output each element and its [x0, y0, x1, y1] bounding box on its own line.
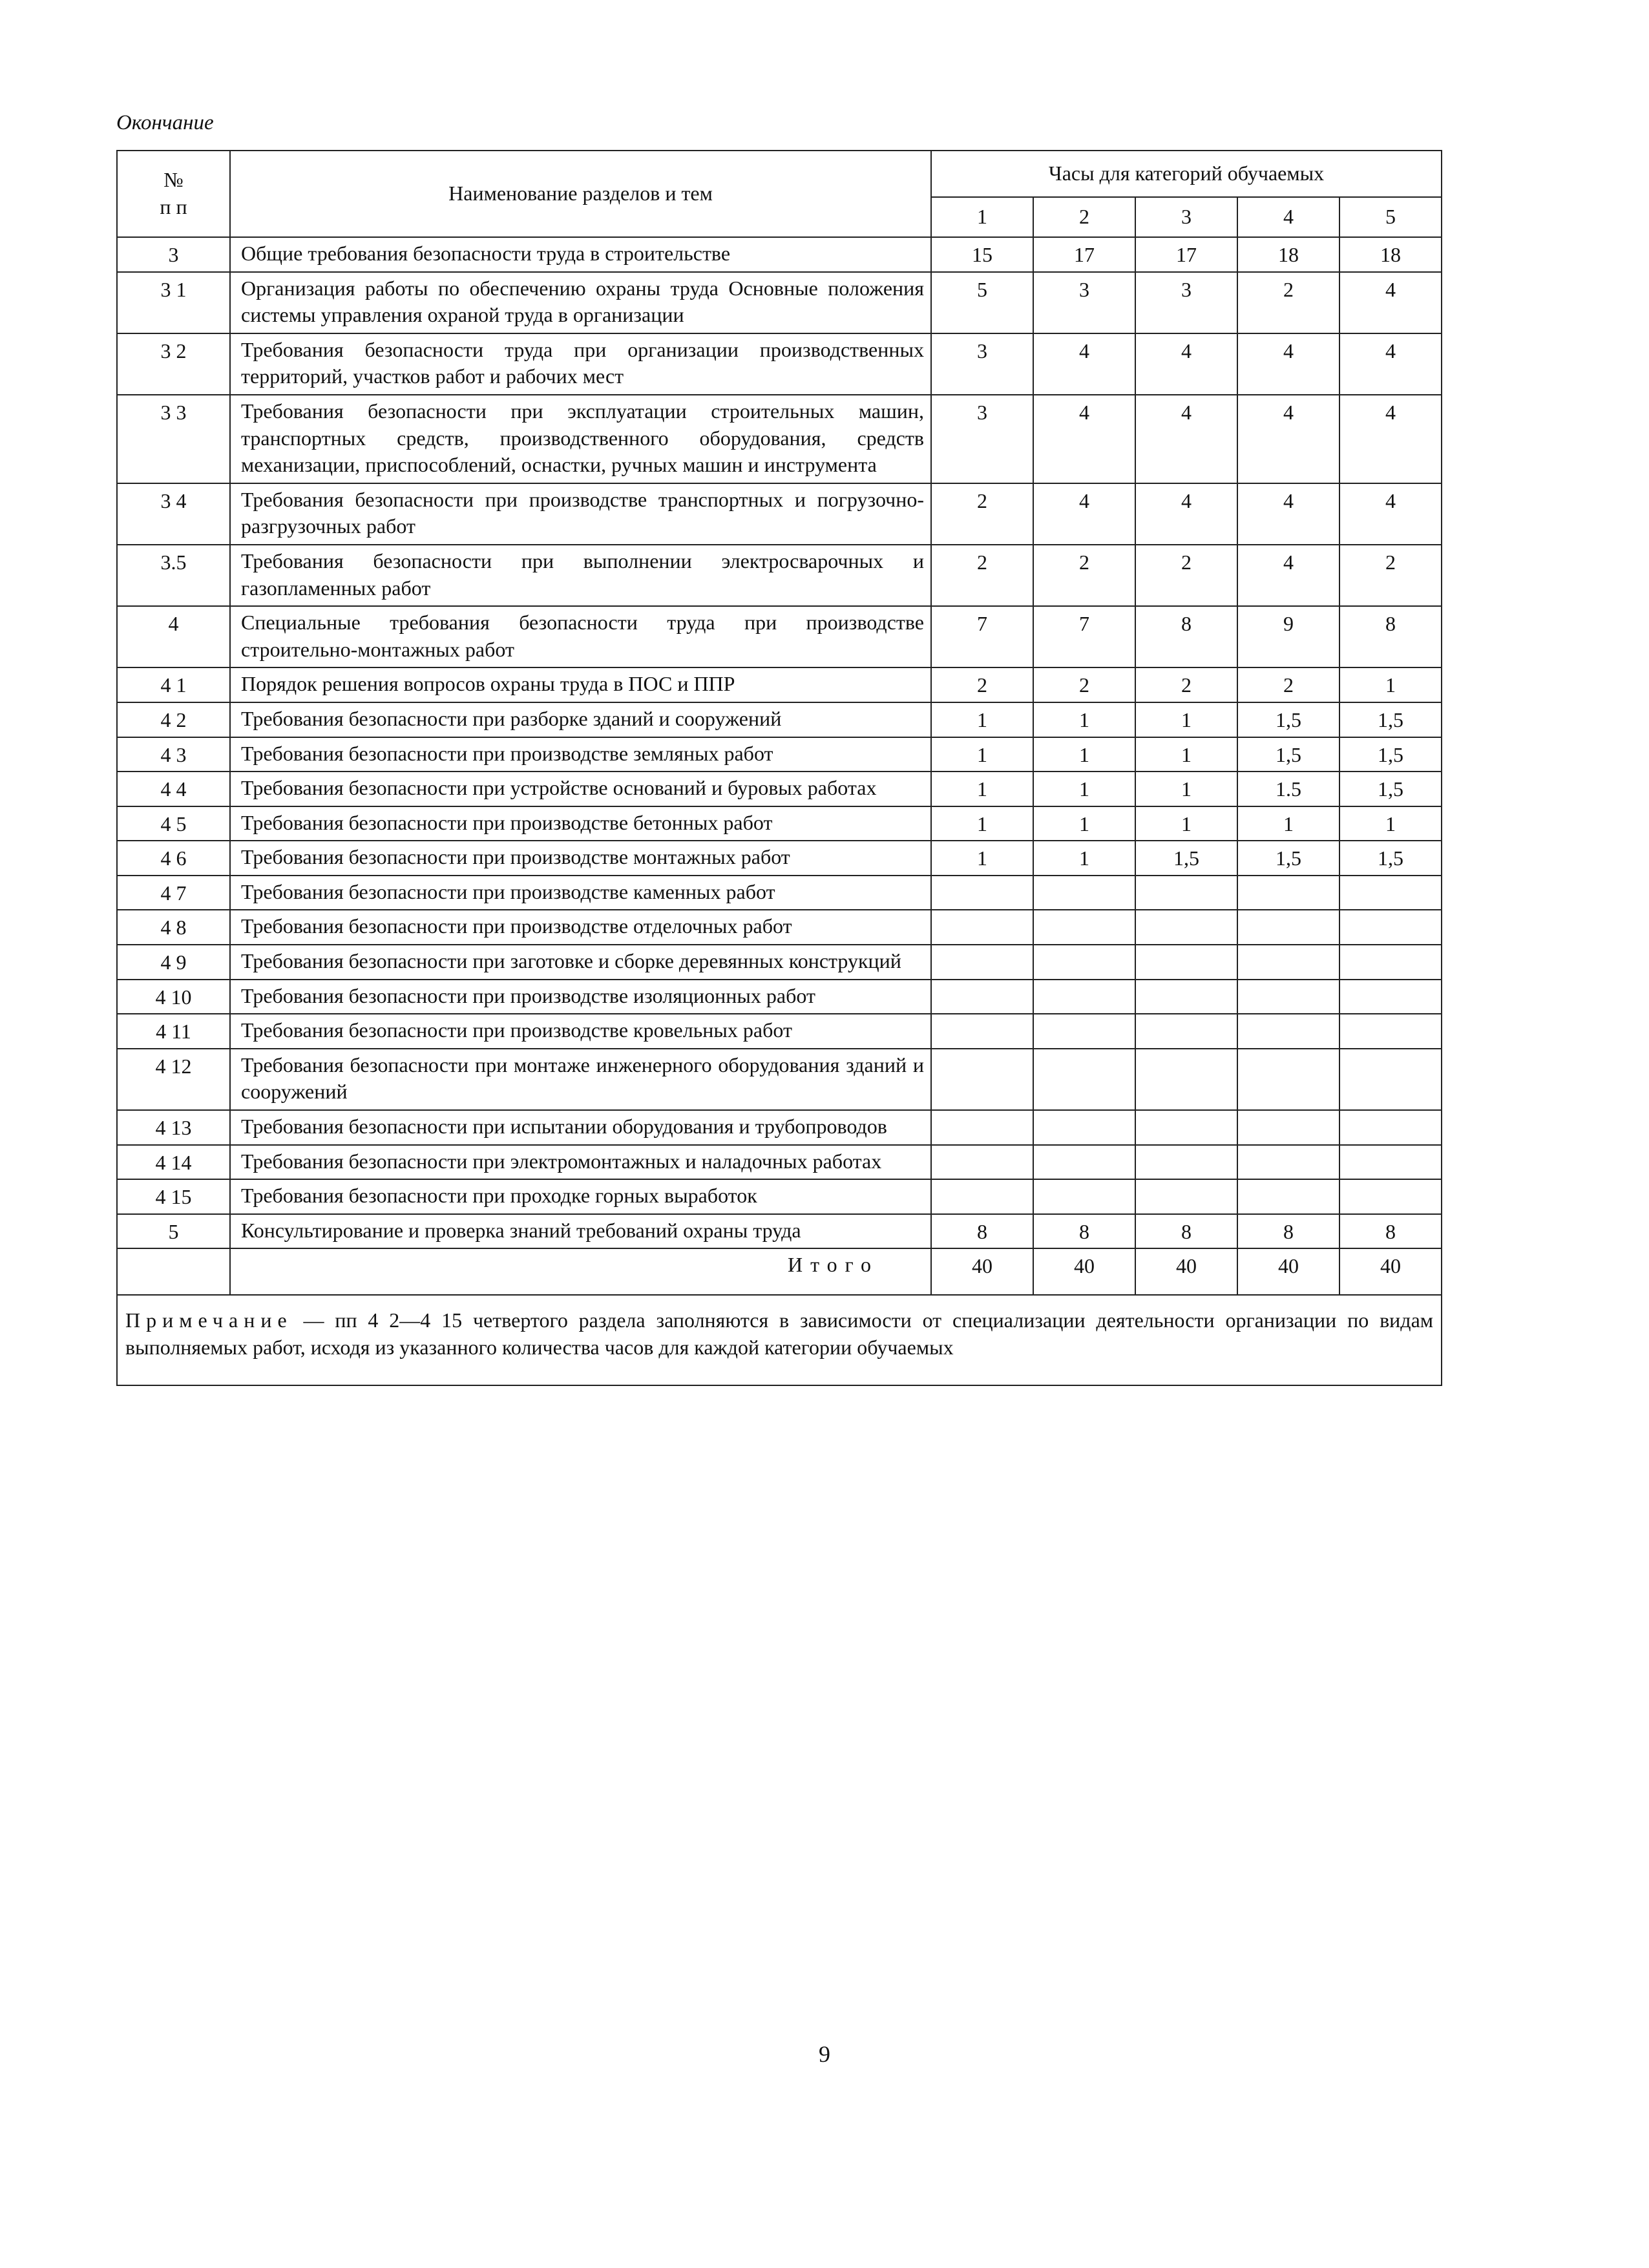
row-hours-value — [931, 876, 1033, 910]
row-hours-value: 4 — [1237, 545, 1339, 606]
total-value: 40 — [1237, 1248, 1339, 1295]
row-hours-value — [1033, 910, 1135, 945]
header-number-abbr: п п — [160, 195, 187, 218]
row-hours-value — [1033, 1110, 1135, 1145]
row-hours-value: 7 — [1033, 606, 1135, 667]
row-hours-value — [1033, 1014, 1135, 1049]
row-hours-value: 18 — [1237, 237, 1339, 272]
table-row — [117, 1214, 1442, 1249]
page-number: 9 — [819, 2041, 830, 2067]
row-section-name: Порядок решения вопросов охраны труда в ПОС и ППР — [230, 667, 931, 702]
row-section-name: Требования безопасности при заготовке и сборке деревянных конструкций — [230, 945, 931, 980]
row-number: 4 10 — [117, 980, 230, 1014]
note-cell — [117, 1295, 1442, 1385]
row-hours-value — [931, 1014, 1033, 1049]
row-hours-value — [1237, 1014, 1339, 1049]
row-number: 4 — [117, 606, 230, 667]
table-row — [117, 1145, 1442, 1180]
row-hours-value — [931, 1049, 1033, 1110]
header-section-name: Наименование разделов и тем — [230, 151, 931, 237]
row-hours-value: 1 — [1033, 806, 1135, 841]
row-hours-value — [1339, 1049, 1442, 1110]
table-row — [117, 237, 1442, 272]
row-hours-value — [1339, 980, 1442, 1014]
row-hours-value: 17 — [1135, 237, 1237, 272]
row-hours-value — [1339, 1110, 1442, 1145]
row-section-name: Консультирование и проверка знаний требований охраны труда — [230, 1214, 931, 1249]
header-row — [117, 151, 1442, 197]
row-number: 4 12 — [117, 1049, 230, 1110]
row-hours-value — [1135, 1110, 1237, 1145]
table-row — [117, 980, 1442, 1014]
note-text: — пп 4 2—4 15 четвертого раздела заполняются в зависимости от специализации деятельности организации по видам выполняемых работ, исходя из указанного количества часов для каждой категории обучаемых — [125, 1308, 1434, 1359]
row-section-name: Требования безопасности при производстве отделочных работ — [230, 910, 931, 945]
row-hours-value: 4 — [1339, 272, 1442, 333]
row-hours-value: 2 — [1339, 545, 1442, 606]
row-hours-value: 1 — [931, 841, 1033, 876]
row-hours-value — [1135, 1179, 1237, 1214]
row-hours-value: 8 — [1033, 1214, 1135, 1249]
row-hours-value: 8 — [1237, 1214, 1339, 1249]
row-number: 4 6 — [117, 841, 230, 876]
row-hours-value — [1237, 1145, 1339, 1180]
row-hours-value: 1 — [1135, 806, 1237, 841]
row-number: 3 1 — [117, 272, 230, 333]
row-hours-value — [1237, 1110, 1339, 1145]
row-hours-value: 8 — [1135, 1214, 1237, 1249]
row-hours-value: 1,5 — [1339, 772, 1442, 806]
row-hours-value: 2 — [931, 483, 1033, 545]
table-row — [117, 945, 1442, 980]
total-value: 40 — [1033, 1248, 1135, 1295]
row-hours-value: 4 — [1339, 483, 1442, 545]
row-hours-value: 2 — [1033, 667, 1135, 702]
row-section-name: Требования безопасности при производстве кровельных работ — [230, 1014, 931, 1049]
row-hours-value: 2 — [931, 545, 1033, 606]
table-row — [117, 841, 1442, 876]
note-label: Примечание — [125, 1308, 293, 1332]
table-row — [117, 737, 1442, 772]
row-section-name: Требования безопасности при производстве земляных работ — [230, 737, 931, 772]
header-category: 5 — [1339, 197, 1442, 237]
row-hours-value — [1135, 876, 1237, 910]
row-hours-value — [1339, 876, 1442, 910]
row-hours-value: 1,5 — [1237, 841, 1339, 876]
row-hours-value: 1 — [1033, 702, 1135, 737]
row-hours-value: 3 — [931, 333, 1033, 395]
row-hours-value: 1 — [1033, 737, 1135, 772]
table-row — [117, 395, 1442, 483]
table-continuation-caption: Окончание — [116, 111, 214, 134]
row-section-name: Специальные требования безопасности труда при производстве строительно-монтажных работ — [230, 606, 931, 667]
row-hours-value: 1 — [1033, 772, 1135, 806]
row-hours-value — [1033, 1179, 1135, 1214]
total-value: 40 — [1135, 1248, 1237, 1295]
row-section-name: Требования безопасности при производстве изоляционных работ — [230, 980, 931, 1014]
row-number: 4 3 — [117, 737, 230, 772]
header-category: 1 — [931, 197, 1033, 237]
row-hours-value: 1,5 — [1237, 737, 1339, 772]
row-hours-value: 1 — [1135, 702, 1237, 737]
row-hours-value: 4 — [1237, 333, 1339, 395]
row-hours-value: 1 — [1135, 772, 1237, 806]
table-row — [117, 333, 1442, 395]
total-value: 40 — [931, 1248, 1033, 1295]
row-section-name: Организация работы по обеспечению охраны труда Основные положения системы управления охраной труда в организации — [230, 272, 931, 333]
row-number: 3.5 — [117, 545, 230, 606]
row-hours-value: 8 — [1339, 1214, 1442, 1249]
row-hours-value — [1033, 980, 1135, 1014]
row-hours-value: 18 — [1339, 237, 1442, 272]
row-section-name: Требования безопасности при эксплуатации строительных машин, транспортных средств, производственного оборудования, средств механизации, приспособлений, оснастки, ручных машин и инструмента — [230, 395, 931, 483]
row-number: 4 2 — [117, 702, 230, 737]
row-hours-value — [1237, 980, 1339, 1014]
row-hours-value: 15 — [931, 237, 1033, 272]
row-hours-value: 1,5 — [1339, 737, 1442, 772]
table-row — [117, 806, 1442, 841]
row-hours-value — [1135, 980, 1237, 1014]
row-hours-value — [1339, 1145, 1442, 1180]
row-number: 3 2 — [117, 333, 230, 395]
training-hours-table — [116, 150, 1442, 1386]
row-hours-value: 1 — [931, 702, 1033, 737]
table-row — [117, 483, 1442, 545]
row-number: 4 14 — [117, 1145, 230, 1180]
table-row — [117, 667, 1442, 702]
row-hours-value — [1135, 910, 1237, 945]
row-hours-value — [1339, 910, 1442, 945]
total-row — [117, 1248, 1442, 1295]
row-section-name: Требования безопасности труда при организации производственных территорий, участков работ и рабочих мест — [230, 333, 931, 395]
header-number — [117, 151, 230, 237]
row-hours-value: 2 — [1135, 667, 1237, 702]
row-hours-value: 4 — [1339, 333, 1442, 395]
row-number: 4 8 — [117, 910, 230, 945]
row-number: 3 3 — [117, 395, 230, 483]
row-number: 4 11 — [117, 1014, 230, 1049]
row-hours-value: 1.5 — [1237, 772, 1339, 806]
row-section-name: Требования безопасности при производстве бетонных работ — [230, 806, 931, 841]
row-hours-value: 1 — [1033, 841, 1135, 876]
row-hours-value: 17 — [1033, 237, 1135, 272]
row-hours-value — [1237, 945, 1339, 980]
row-hours-value: 4 — [1135, 395, 1237, 483]
row-hours-value: 4 — [1033, 333, 1135, 395]
header-category: 3 — [1135, 197, 1237, 237]
row-hours-value: 4 — [1237, 395, 1339, 483]
row-hours-value: 2 — [1135, 545, 1237, 606]
row-hours-value — [1033, 876, 1135, 910]
row-hours-value: 8 — [1339, 606, 1442, 667]
row-section-name: Требования безопасности при производстве каменных работ — [230, 876, 931, 910]
row-hours-value: 1,5 — [1339, 702, 1442, 737]
row-hours-value: 1,5 — [1237, 702, 1339, 737]
total-value: 40 — [1339, 1248, 1442, 1295]
row-number: 4 7 — [117, 876, 230, 910]
row-hours-value: 4 — [1237, 483, 1339, 545]
row-section-name: Требования безопасности при выполнении электросварочных и газопламенных работ — [230, 545, 931, 606]
row-hours-value: 1 — [1135, 737, 1237, 772]
row-number: 4 15 — [117, 1179, 230, 1214]
row-hours-value: 2 — [1033, 545, 1135, 606]
row-hours-value: 3 — [931, 395, 1033, 483]
row-hours-value: 4 — [1339, 395, 1442, 483]
table-row — [117, 1110, 1442, 1145]
row-number: 4 4 — [117, 772, 230, 806]
row-hours-value: 1 — [1237, 806, 1339, 841]
row-number: 4 1 — [117, 667, 230, 702]
row-number: 4 5 — [117, 806, 230, 841]
row-section-name: Общие требования безопасности труда в строительстве — [230, 237, 931, 272]
row-section-name: Требования безопасности при проходке горных выработок — [230, 1179, 931, 1214]
row-number: 5 — [117, 1214, 230, 1249]
table-row — [117, 545, 1442, 606]
row-hours-value: 2 — [931, 667, 1033, 702]
row-hours-value — [1237, 1179, 1339, 1214]
row-hours-value: 8 — [1135, 606, 1237, 667]
row-hours-value: 1 — [931, 737, 1033, 772]
row-number: 3 4 — [117, 483, 230, 545]
row-hours-value — [1135, 1014, 1237, 1049]
row-hours-value — [1033, 945, 1135, 980]
table-row — [117, 272, 1442, 333]
note-row — [117, 1295, 1442, 1385]
row-hours-value: 4 — [1135, 483, 1237, 545]
row-hours-value: 3 — [1033, 272, 1135, 333]
row-hours-value — [1033, 1145, 1135, 1180]
row-section-name: Требования безопасности при испытании оборудования и трубопроводов — [230, 1110, 931, 1145]
row-hours-value — [931, 1110, 1033, 1145]
header-number-symbol: № — [163, 168, 184, 192]
header-category: 2 — [1033, 197, 1135, 237]
row-hours-value — [1339, 945, 1442, 980]
table-row — [117, 772, 1442, 806]
row-hours-value — [1237, 910, 1339, 945]
total-label: Итого — [230, 1248, 931, 1295]
table-row — [117, 1179, 1442, 1214]
table-row — [117, 1049, 1442, 1110]
row-section-name: Требования безопасности при разборке зданий и сооружений — [230, 702, 931, 737]
row-hours-value: 1 — [1339, 806, 1442, 841]
row-hours-value — [1339, 1014, 1442, 1049]
row-hours-value: 1 — [931, 772, 1033, 806]
row-hours-value: 9 — [1237, 606, 1339, 667]
row-hours-value — [1135, 945, 1237, 980]
row-hours-value: 2 — [1237, 667, 1339, 702]
row-section-name: Требования безопасности при электромонтажных и наладочных работах — [230, 1145, 931, 1180]
table-row — [117, 606, 1442, 667]
row-hours-value — [1339, 1179, 1442, 1214]
row-hours-value: 1,5 — [1135, 841, 1237, 876]
table-row — [117, 1014, 1442, 1049]
row-hours-value — [1237, 876, 1339, 910]
row-number: 3 — [117, 237, 230, 272]
row-hours-value — [931, 1179, 1033, 1214]
row-hours-value: 4 — [1135, 333, 1237, 395]
row-hours-value: 1 — [1339, 667, 1442, 702]
row-hours-value: 4 — [1033, 483, 1135, 545]
row-hours-value: 5 — [931, 272, 1033, 333]
row-hours-value: 1,5 — [1339, 841, 1442, 876]
row-hours-value — [931, 945, 1033, 980]
table-row — [117, 910, 1442, 945]
table-row — [117, 702, 1442, 737]
header-hours: Часы для категорий обучаемых — [931, 151, 1442, 197]
row-section-name: Требования безопасности при устройстве оснований и буровых работах — [230, 772, 931, 806]
row-hours-value — [931, 1145, 1033, 1180]
row-section-name: Требования безопасности при производстве монтажных работ — [230, 841, 931, 876]
row-number: 4 13 — [117, 1110, 230, 1145]
row-section-name: Требования безопасности при монтаже инженерного оборудования зданий и сооружений — [230, 1049, 931, 1110]
total-number-cell — [117, 1248, 230, 1295]
table-body — [117, 237, 1442, 1248]
row-hours-value — [1135, 1049, 1237, 1110]
row-hours-value: 7 — [931, 606, 1033, 667]
row-number: 4 9 — [117, 945, 230, 980]
row-hours-value: 4 — [1033, 395, 1135, 483]
row-hours-value: 3 — [1135, 272, 1237, 333]
row-hours-value: 2 — [1237, 272, 1339, 333]
row-hours-value — [931, 980, 1033, 1014]
row-hours-value: 8 — [931, 1214, 1033, 1249]
row-hours-value — [1237, 1049, 1339, 1110]
row-hours-value — [1135, 1145, 1237, 1180]
table-row — [117, 876, 1442, 910]
header-category: 4 — [1237, 197, 1339, 237]
row-hours-value — [1033, 1049, 1135, 1110]
row-hours-value: 1 — [931, 806, 1033, 841]
row-section-name: Требования безопасности при производстве транспортных и погрузочно-разгрузочных работ — [230, 483, 931, 545]
row-hours-value — [931, 910, 1033, 945]
